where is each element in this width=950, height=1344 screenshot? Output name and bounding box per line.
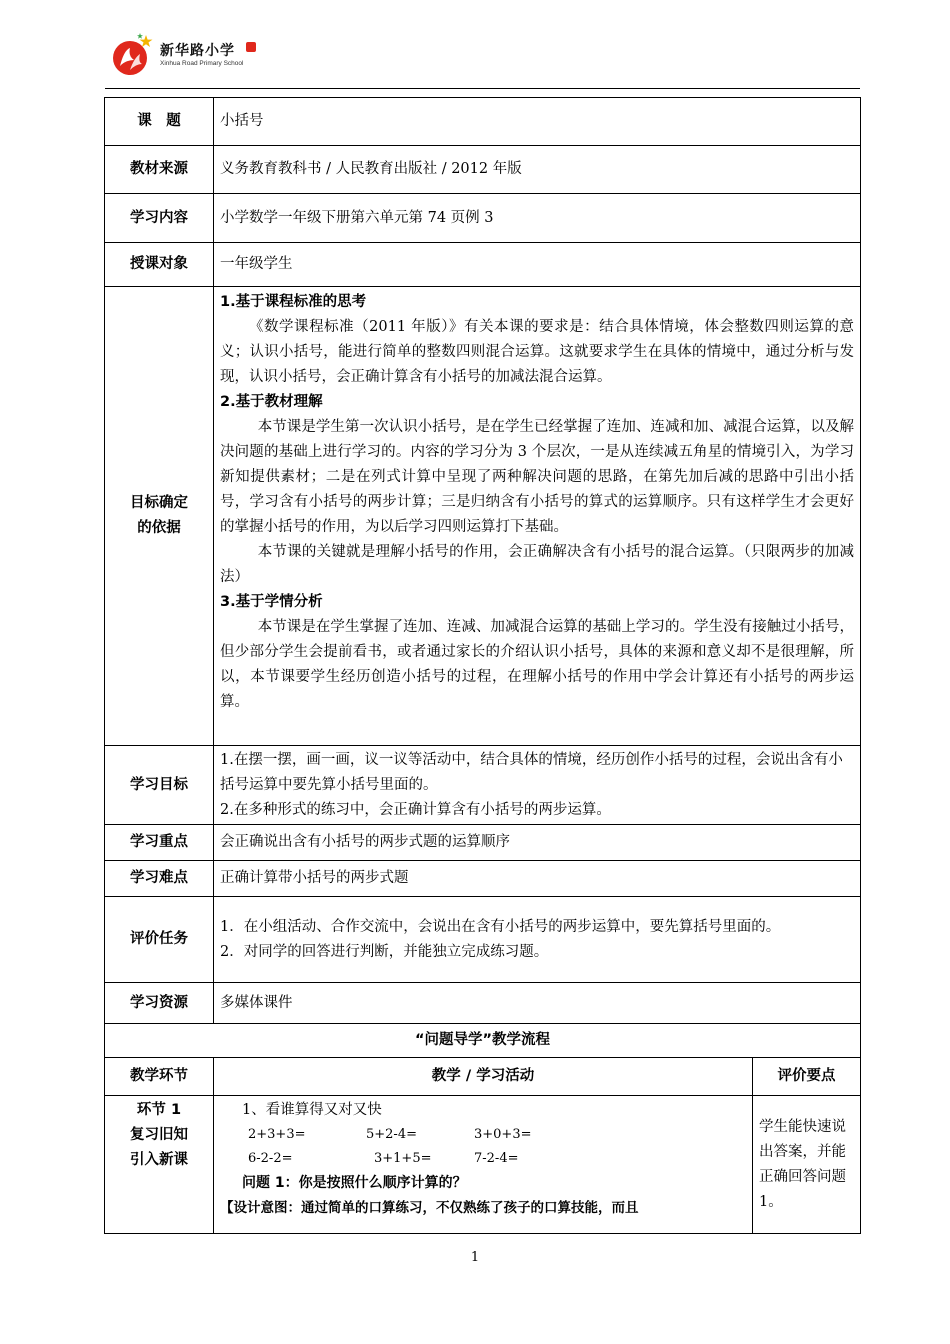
value-resources: 多媒体课件: [214, 983, 861, 1024]
row-basis: [105, 287, 861, 746]
basis-section-1-text: 《数学课程标准（2011 年版）》有关本课的要求是：结合具体情境，体会整数四则运算的意义；认识小括号，能进行简单的整数四则混合运算。这就要求学生在具体的情境中，通过分析与发现，认识小括号，会正确计算含有小括号的加减法混合运算。: [220, 319, 854, 385]
exercise-grid: [220, 1123, 746, 1171]
exercise-item: 6-2-2=: [248, 1151, 293, 1166]
label-focus: 学习重点: [105, 825, 214, 861]
value-source: 义务教育教科书 / 人民教育出版社 / 2012 年版: [214, 146, 861, 194]
label-content: 学习内容: [105, 194, 214, 243]
value-content: 小学数学一年级下册第六单元第 74 页例 3: [214, 194, 861, 243]
row-stage-1: [105, 1096, 861, 1234]
value-difficulty: 正确计算带小括号的两步式题: [214, 861, 861, 897]
value-audience: 一年级学生: [214, 243, 861, 287]
flow-title: “问题导学”教学流程: [105, 1024, 861, 1058]
value-focus: 会正确说出含有小括号的两步式题的运算顺序: [214, 825, 861, 861]
row-source: [105, 146, 861, 194]
lesson-plan-table: [104, 97, 861, 1234]
assessment-task-1: 1．在小组活动、合作交流中，会说出在含有小括号的两步运算中，要先算括号里面的。: [220, 918, 781, 935]
label-goals: 学习目标: [105, 746, 214, 825]
seal-icon: [246, 42, 256, 52]
column-header-stage: 教学环节: [105, 1058, 214, 1096]
row-content: [105, 194, 861, 243]
stage-1-eval: 学生能快速说出答案，并能正确回答问题 1。: [753, 1096, 861, 1234]
row-topic: [105, 98, 861, 146]
assessment-content: [214, 897, 861, 983]
goal-1: 1.在摆一摆，画一画，议一议等活动中，结合具体的情境，经历创作小括号的过程，会说出含有小括号运算中要先算小括号里面的。: [220, 751, 843, 793]
school-name-english: Xinhua Road Primary School: [160, 60, 244, 67]
school-name: 新华路小学: [160, 43, 235, 59]
value-topic: 小括号: [214, 98, 861, 146]
school-logo: [110, 30, 270, 80]
basis-content: [214, 287, 861, 746]
basis-section-2-text-1: 本节课是学生第一次认识小括号，是在学生已经掌握了连加、连减和加、减混合运算，以及解决问题的基础上进行学习的。内容的学习分为 3 个层次，一是从连续减五角星的情境引入，为学习新知提供素材；二是在列式计算中呈现了两种解决问题的思路，在第先加后减的思路中引出小括号，学习含有小括号的两步计算；三是归纳含有小括号的算式的运算顺序。只有这样学生才会更好的掌握小括号的作用，为以后学习四则运算打下基础。: [220, 419, 854, 535]
header-rule: [105, 88, 860, 89]
label-assessment: 评价任务: [105, 897, 214, 983]
exercise-item: 2+3+3=: [248, 1127, 306, 1142]
design-intent: 【设计意图：通过简单的口算练习，不仅熟练了孩子的口算技能，而且: [220, 1200, 639, 1216]
goal-2: 2.在多种形式的练习中，会正确计算含有小括号的两步运算。: [220, 801, 611, 818]
basis-section-3-text: 本节课是在学生掌握了连加、连减、加减混合运算的基础上学习的。学生没有接触过小括号，但少部分学生会提前看书，或者通过家长的介绍认识小括号，具体的来源和意义却不是很理解，所以，本节课要学生经历创造小括号的过程，在理解小括号的作用中学会计算还有小括号的两步运算。: [220, 619, 854, 710]
exercise-item: 7-2-4=: [474, 1151, 519, 1166]
label-basis: 目标确定的依据: [105, 287, 214, 746]
assessment-task-2: 2．对同学的回答进行判断，并能独立完成练习题。: [220, 943, 549, 960]
label-topic: 课 题: [105, 98, 214, 146]
column-header-eval: 评价要点: [753, 1058, 861, 1096]
basis-section-3-title: 3.基于学情分析: [220, 594, 323, 610]
goals-content: [214, 746, 861, 825]
exercise-item: 3+1+5=: [374, 1151, 432, 1166]
question-1: 问题 1：你是按照什么顺序计算的？: [242, 1175, 467, 1191]
label-difficulty: 学习难点: [105, 861, 214, 897]
stage-1-name: 环节 1 复习旧知 引入新课: [105, 1096, 214, 1234]
row-flow-title: [105, 1024, 861, 1058]
label-audience: 授课对象: [105, 243, 214, 287]
row-focus: [105, 825, 861, 861]
row-goals: [105, 746, 861, 825]
stage-1-activity: [214, 1096, 753, 1234]
basis-section-2-text-2: 本节课的关键就是理解小括号的作用，会正确解决含有小括号的混合运算。（只限两步的加减法）: [220, 544, 854, 585]
exercise-item: 3+0+3=: [474, 1127, 532, 1142]
basis-section-1-title: 1.基于课程标准的思考: [220, 294, 367, 310]
row-flow-headers: [105, 1058, 861, 1096]
label-source: 教材来源: [105, 146, 214, 194]
activity-title: 1、看谁算得又对又快: [242, 1102, 382, 1118]
exercise-item: 5+2-4=: [366, 1127, 417, 1142]
column-header-activity: 教学 / 学习活动: [214, 1058, 753, 1096]
row-resources: [105, 983, 861, 1024]
school-emblem-icon: [110, 32, 156, 78]
page-number: 1: [470, 1250, 480, 1265]
label-resources: 学习资源: [105, 983, 214, 1024]
row-difficulty: [105, 861, 861, 897]
basis-section-2-title: 2.基于教材理解: [220, 394, 323, 410]
row-assessment: [105, 897, 861, 983]
row-audience: [105, 243, 861, 287]
